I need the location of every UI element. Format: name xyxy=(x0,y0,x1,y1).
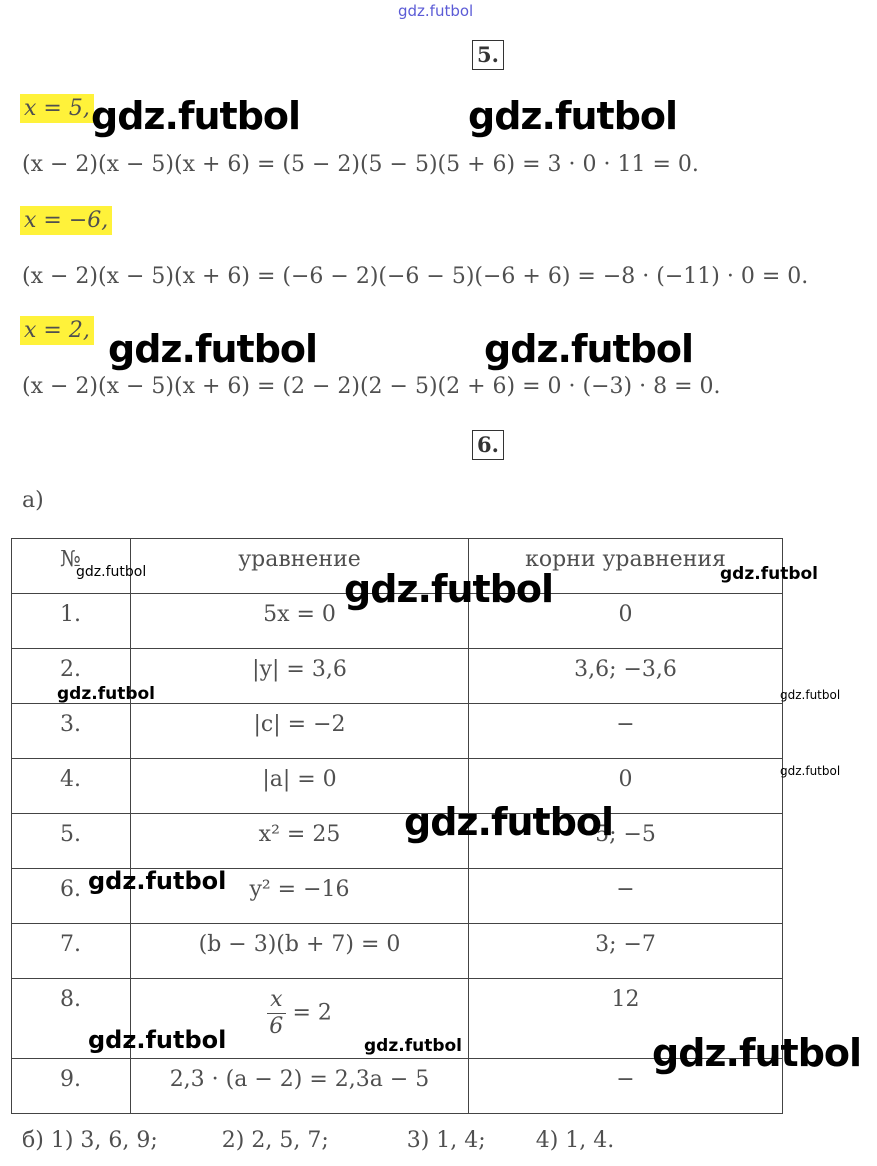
answer-1: 1) 3, 6, 9; xyxy=(50,1128,158,1153)
header-equation: уравнение xyxy=(131,539,469,594)
row-equation: (b − 3)(b + 7) = 0 xyxy=(131,924,469,979)
fraction xyxy=(267,987,285,1040)
table-row xyxy=(12,814,783,869)
row-equation: |c| = −2 xyxy=(131,704,469,759)
table-row xyxy=(12,759,783,814)
watermark: gdz.futbol xyxy=(364,1036,462,1056)
row-number: 1. xyxy=(12,594,131,649)
case1-equation: (x − 2)(x − 5)(x + 6) = (5 − 2)(5 − 5)(5 + 6) = 3 · 0 · 11 = 0. xyxy=(22,152,699,177)
watermark: gdz.futbol xyxy=(57,684,155,704)
case2-equation: (x − 2)(x − 5)(x + 6) = (−6 − 2)(−6 − 5)(−6 + 6) = −8 · (−11) · 0 = 0. xyxy=(22,264,809,289)
row-roots: 0 xyxy=(469,594,783,649)
case3-equation: (x − 2)(x − 5)(x + 6) = (2 − 2)(2 − 5)(2 + 6) = 0 · (−3) · 8 = 0. xyxy=(22,374,721,399)
table-row xyxy=(12,924,783,979)
watermark: gdz.futbol xyxy=(484,327,694,371)
fraction-numerator: x xyxy=(267,987,285,1014)
row-equation: |y| = 3,6 xyxy=(131,649,469,704)
watermark: gdz.futbol xyxy=(720,564,818,584)
watermark: gdz.futbol xyxy=(780,688,841,702)
row-roots: − xyxy=(469,1059,783,1114)
row-equation: 2,3 · (a − 2) = 2,3a − 5 xyxy=(131,1059,469,1114)
case3-x-label: x = 2, xyxy=(20,318,94,343)
watermark-top: gdz.futbol xyxy=(398,2,474,20)
task5-number: 5. xyxy=(472,40,504,70)
watermark: gdz.futbol xyxy=(404,800,614,844)
watermark: gdz.futbol xyxy=(780,764,841,778)
row-roots: 5; −5 xyxy=(469,814,783,869)
answer-3: 3) 1, 4; xyxy=(406,1128,486,1153)
row-number: 2. xyxy=(12,649,131,704)
row-number: 9. xyxy=(12,1059,131,1114)
answer-4: 4) 1, 4. xyxy=(535,1128,615,1153)
watermark: gdz.futbol xyxy=(652,1031,862,1075)
row-number: 7. xyxy=(12,924,131,979)
row-equation: 5x = 0 xyxy=(131,594,469,649)
watermark: gdz.futbol xyxy=(76,564,147,580)
watermark: gdz.futbol xyxy=(91,94,301,138)
answer-2: 2) 2, 5, 7; xyxy=(221,1128,329,1153)
fraction-denominator: 6 xyxy=(269,1014,284,1039)
table-row xyxy=(12,704,783,759)
row-number: 8. xyxy=(12,979,131,1059)
row-roots: 3; −7 xyxy=(469,924,783,979)
row-number: 4. xyxy=(12,759,131,814)
row-equation: |a| = 0 xyxy=(131,759,469,814)
row-roots: − xyxy=(469,869,783,924)
fraction-rhs: = 2 xyxy=(285,1000,332,1026)
row-equation: x² = 25 xyxy=(131,814,469,869)
watermark: gdz.futbol xyxy=(468,94,678,138)
header-number: № xyxy=(12,539,131,594)
part-a-label: а) xyxy=(22,488,44,513)
case1-x-label: x = 5, xyxy=(20,96,94,121)
row-number: 6. xyxy=(12,869,131,924)
part-b-answers xyxy=(22,1128,614,1153)
row-roots: − xyxy=(469,704,783,759)
row-number: 3. xyxy=(12,704,131,759)
watermark: gdz.futbol xyxy=(88,867,227,895)
watermark: gdz.futbol xyxy=(108,327,318,371)
row-roots: 3,6; −3,6 xyxy=(469,649,783,704)
watermark: gdz.futbol xyxy=(344,567,554,611)
row-number: 5. xyxy=(12,814,131,869)
row-equation: y² = −16 xyxy=(131,869,469,924)
row-roots: 0 xyxy=(469,759,783,814)
row-roots: 12 xyxy=(469,979,783,1059)
task6-number: 6. xyxy=(472,430,504,460)
watermark: gdz.futbol xyxy=(88,1026,227,1054)
case2-x-label: x = −6, xyxy=(20,208,112,233)
part-b-label: б) xyxy=(22,1128,44,1153)
header-roots: корни уравнения xyxy=(469,539,783,594)
